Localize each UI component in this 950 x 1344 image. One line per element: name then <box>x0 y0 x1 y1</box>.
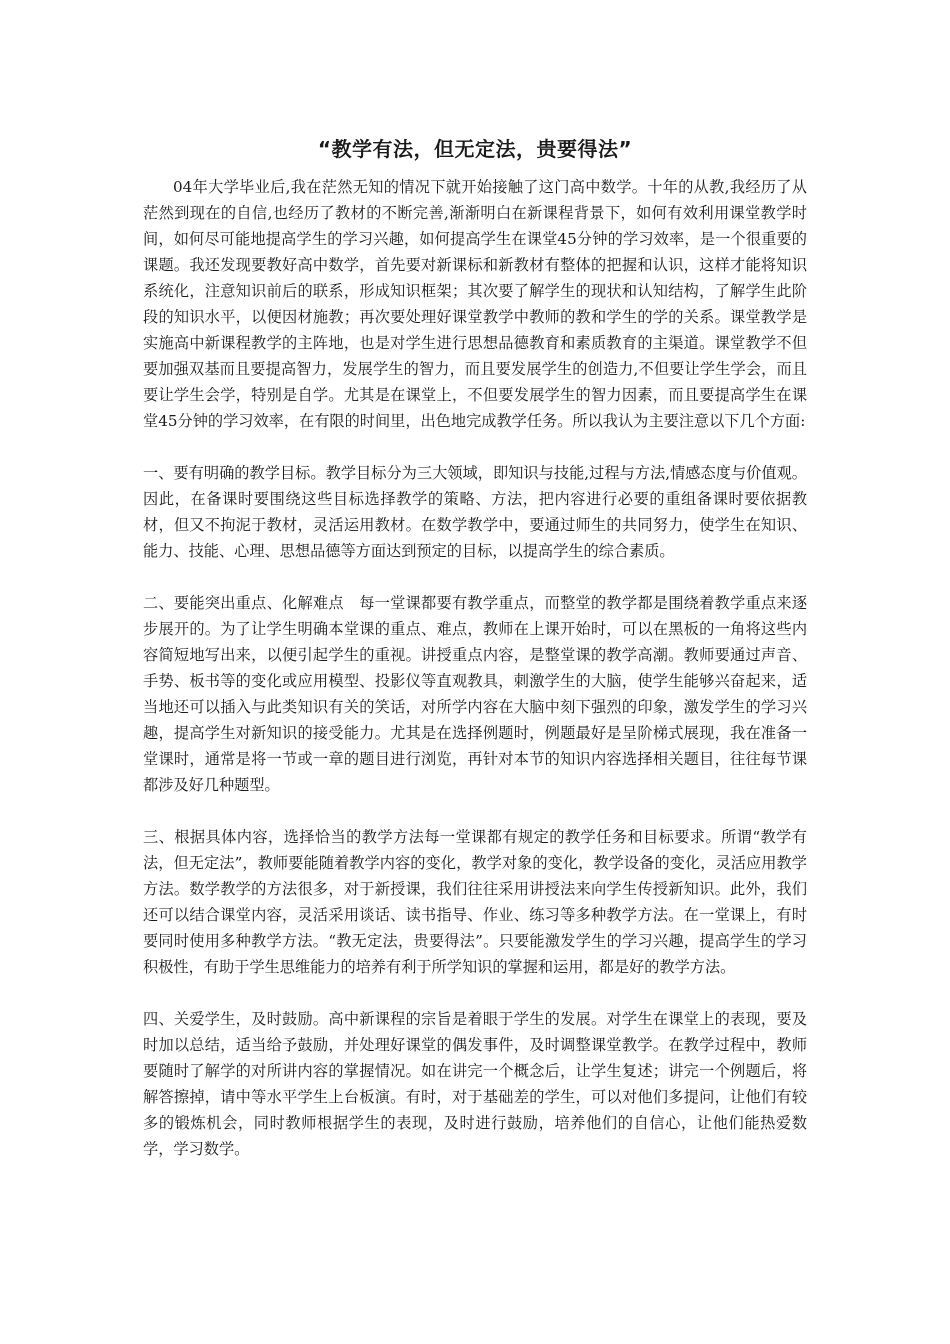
paragraph-spacer <box>143 434 807 460</box>
section-four-paragraph: 四、关爱学生，及时鼓励。高中新课程的宗旨是着眼于学生的发展。对学生在课堂上的表现，要及时加以总结，适当给予鼓励，并处理好课堂的偶发事件，及时调整课堂教学。在教学过程中，教师要随时了解学的对所讲内容的掌握情况。如在讲完一个概念后，让学生复述；讲完一个例题后，将解答擦掉，请中等水平学生上台板演。有时，对于基础差的学生，可以对他们多提问，让他们有较多的锻炼机会，同时教师根据学生的表现，及时进行鼓励，培养他们的自信心，让他们能热爱数学，学习数学。 <box>143 1010 807 1158</box>
document-body <box>143 174 807 1162</box>
intro-paragraph: 04年大学毕业后,我在茫然无知的情况下就开始接触了这门高中数学。十年的从教,我经历了从茫然到现在的自信,也经历了教材的不断完善,渐渐明白在新课程背景下，如何有效利用课堂教学时间，如何尽可能地提高学生的学习兴趣，如何提高学生在课堂45分钟的学习效率，是一个很重要的课题。我还发现要教好高中数学，首先要对新课标和新教材有整体的把握和认识，这样才能将知识系统化，注意知识前后的联系，形成知识框架；其次要了解学生的现状和认知结构，了解学生此阶段的知识水平，以便因材施教；再次要处理好课堂教学中教师的教和学生的学的关系。课堂教学是实施高中新课程教学的主阵地，也是对学生进行思想品德教育和素质教育的主渠道。课堂教学不但要加强双基而且要提高智力，发展学生的智力，而且要发展学生的创造力,不但要让学生学会，而且要让学生会学，特别是自学。尤其是在课堂上，不但要发展学生的智力因素，而且要提高学生在课堂45分钟的学习效率，在有限的时间里，出色地完成教学任务。所以我认为主要注意以下几个方面: <box>143 178 807 430</box>
paragraph-spacer <box>143 980 807 1006</box>
paragraph-spacer <box>143 564 807 590</box>
section-three-paragraph: 三、根据具体内容，选择恰当的教学方法每一堂课都有规定的教学任务和目标要求。所谓“教学有法，但无定法”，教师要能随着教学内容的变化，教学对象的变化，教学设备的变化，灵活应用教学方法。数学教学的方法很多，对于新授课，我们往往采用讲授法来向学生传授新知识。此外，我们还可以结合课堂内容，灵活采用谈话、读书指导、作业、练习等多种教学方法。在一堂课上，有时要同时使用多种教学方法。“教无定法，贵要得法”。只要能激发学生的学习兴趣，提高学生的学习积极性，有助于学生思维能力的培养有利于所学知识的掌握和运用，都是好的教学方法。 <box>143 828 807 976</box>
section-one-paragraph: 一、要有明确的教学目标。教学目标分为三大领域，即知识与技能,过程与方法,情感态度与价值观。因此，在备课时要围绕这些目标选择教学的策略、方法，把内容进行必要的重组备课时要依据教材，但又不拘泥于教材，灵活运用教材。在数学教学中，要通过师生的共同努力，使学生在知识、能力、技能、心理、思想品德等方面达到预定的目标，以提高学生的综合素质。 <box>143 464 807 560</box>
document-title: “教学有法，但无定法，贵要得法” <box>317 137 633 161</box>
section-two-paragraph: 二、要能突出重点、化解难点 每一堂课都要有教学重点，而整堂的教学都是围绕着教学重点来逐步展开的。为了让学生明确本堂课的重点、难点，教师在上课开始时，可以在黑板的一角将这些内容简短地写出来，以便引起学生的重视。讲授重点内容，是整堂课的教学高潮。教师要通过声音、手势、板书等的变化或应用模型、投影仪等直观教具，刺激学生的大脑，使学生能够兴奋起来，适当地还可以插入与此类知识有关的笑话，对所学内容在大脑中刻下强烈的印象，激发学生的学习兴趣，提高学生对新知识的接受能力。尤其是在选择例题时，例题最好是呈阶梯式展现，我在准备一堂课时，通常是将一节或一章的题目进行浏览，再针对本节的知识内容选择相关题目，往往每节课都涉及好几种题型。 <box>143 594 807 794</box>
paragraph-spacer <box>143 798 807 824</box>
